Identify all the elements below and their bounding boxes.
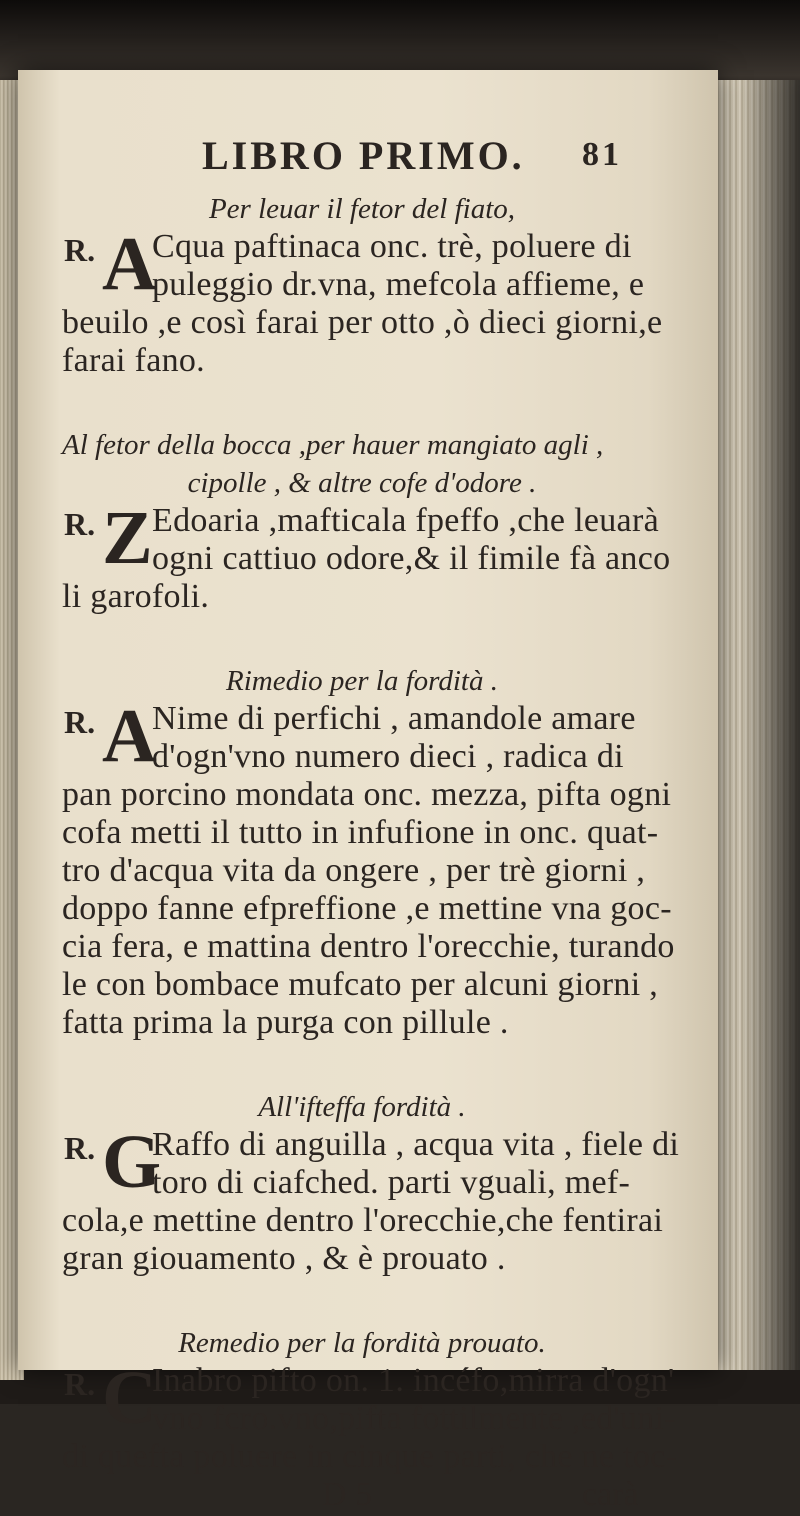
recipe-symbol: R. — [64, 704, 96, 740]
text-line: Edoaria ,mafticala fpeffo ,che leuarà — [152, 502, 659, 539]
text-line: tro d'acqua vita da ongere , per trè giorni , — [62, 852, 646, 889]
section-heading: Rimedio per la fordità . — [226, 665, 498, 697]
text-line: doppo fanne efpreffione ,e mettine vna goc- — [62, 890, 672, 927]
drop-cap: Z — [102, 496, 153, 580]
drop-cap: A — [102, 222, 157, 306]
text-line: toro di ciafched. parti vguali, mef- — [152, 1164, 631, 1201]
text-line: Inabro pifto on. 1. incéfo,mirra d'ogn' — [152, 1362, 675, 1399]
text-line: cola,e mettine dentro l'orecchie,che fentirai — [62, 1202, 664, 1239]
text-line: Cqua paftinaca onc. trè, poluere di — [152, 228, 632, 265]
running-head-title: LIBRO PRIMO. — [202, 133, 525, 178]
page-text — [62, 130, 680, 1516]
text-line: Nime di perfichi , amandole amare — [152, 700, 636, 737]
text-line: vno fcro.vno,pifta fottilmente ,ed'uni- — [152, 1400, 676, 1437]
text-line: li garofoli. — [62, 578, 210, 615]
text-line: beuilo ,e così farai per otto ,ò dieci giorni,e — [62, 304, 663, 341]
section-heading: cipolle , & altre cofe d'odore . — [187, 467, 537, 499]
text-line: Raffo di anguilla , acqua vita , fiele di — [152, 1126, 680, 1163]
section-heading: Per leuar il fetor del fiato, — [208, 193, 516, 225]
drop-cap: A — [102, 694, 157, 778]
recipe-paragraph — [62, 694, 675, 1042]
section-heading: Remedio per la fordità prouato. — [178, 1327, 546, 1359]
page-number: 81 — [582, 136, 622, 173]
text-line: di quefta poluere in cinque parti, che ne toc- — [62, 1438, 678, 1475]
text-line: puleggio dr.vna, mefcola affieme, e — [152, 266, 645, 303]
text-line: d'ogn'vno numero dieci , radica di — [152, 738, 624, 775]
drop-cap: G — [102, 1120, 162, 1204]
text-line: gran giouamento , & è prouato . — [62, 1240, 506, 1277]
page-footer — [62, 1476, 662, 1516]
text-line: pan porcino mondata onc. mezza, pifta ogni — [62, 776, 672, 813]
recipe-paragraph — [62, 1356, 678, 1476]
section-heading: Al fetor della bocca ,per hauer mangiato agli , — [62, 429, 604, 461]
text-line: cia fera, e mattina dentro l'orecchie, turando — [62, 928, 675, 965]
catchword: carà — [582, 1476, 639, 1513]
signature-mark: D 5 — [322, 1476, 373, 1513]
running-head — [62, 130, 662, 190]
recipe-symbol: R. — [64, 232, 96, 268]
recipe-paragraph — [62, 222, 663, 380]
recipe-paragraph — [62, 496, 671, 616]
text-line: ogni cattiuo odore,& il fimile fà anco — [152, 540, 671, 577]
recipe-symbol: R. — [64, 1366, 96, 1402]
text-line: farai fano. — [62, 342, 205, 379]
recipe-paragraph — [62, 1120, 680, 1278]
recipe-symbol: R. — [64, 1130, 96, 1166]
recipe-symbol: R. — [64, 506, 96, 542]
text-line: le con bombace mufcato per alcuni giorni , — [62, 966, 659, 1003]
text-line: cofa metti il tutto in infufione in onc. quat- — [62, 814, 659, 851]
drop-cap: C — [102, 1356, 157, 1440]
text-line: fatta prima la purga con pillule . — [62, 1004, 509, 1041]
section-heading: All'ifteffa fordità . — [258, 1091, 466, 1123]
